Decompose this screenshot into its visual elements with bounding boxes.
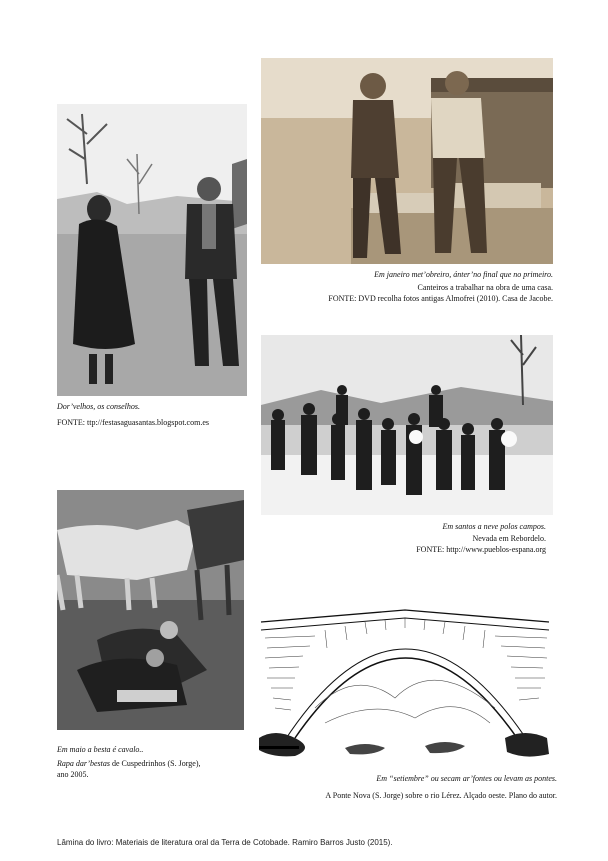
photo2-line1: Canteiros a trabalhar na obra de uma casa. — [417, 283, 553, 292]
drawing-proverb: Em “setiembre” ou secam ar’fontes ou levam as pontes. — [376, 774, 557, 783]
photo2-source: FONTE: DVD recolha fotos antigas Almofrei (2010). Casa de Jacobe. — [328, 294, 553, 303]
photo-snow-group — [261, 335, 553, 515]
photo4-line1: Rapa dar’bestas de Cuspedrinhos (S. Jorge), — [57, 759, 201, 768]
photo3-proverb: Em santos a neve polos campos. — [442, 522, 546, 531]
bridge-drawing — [255, 588, 555, 760]
photo1-source: FONTE: ttp://festasaguasantas.blogspot.com.es — [57, 418, 209, 427]
photo2-proverb: Em janeiro met’obreiro, ánter’no final que no primeiro. — [374, 270, 553, 279]
photo4-proverb: Em maio a besta é cavalo.. — [57, 745, 144, 754]
photo1-proverb: Dor’velhos, os conselhos. — [57, 402, 140, 411]
photo3-line1: Nevada em Rebordelo. — [472, 534, 546, 543]
photo-elderly-couple — [57, 104, 247, 396]
photo4-line2: ano 2005. — [57, 770, 89, 779]
photo3-source: FONTE: http://www.pueblos-espana.org — [416, 545, 546, 554]
photo-horses — [57, 490, 244, 730]
drawing-line1: A Ponte Nova (S. Jorge) sobre o rio Lérez. Alçado oeste. Plano do autor. — [325, 791, 557, 800]
photo-stonemasons — [261, 58, 553, 264]
page-footer: Lâmina do livro: Materiais de literatura oral da Terra de Cotobade. Ramiro Barros Justo (2015). — [57, 838, 393, 847]
